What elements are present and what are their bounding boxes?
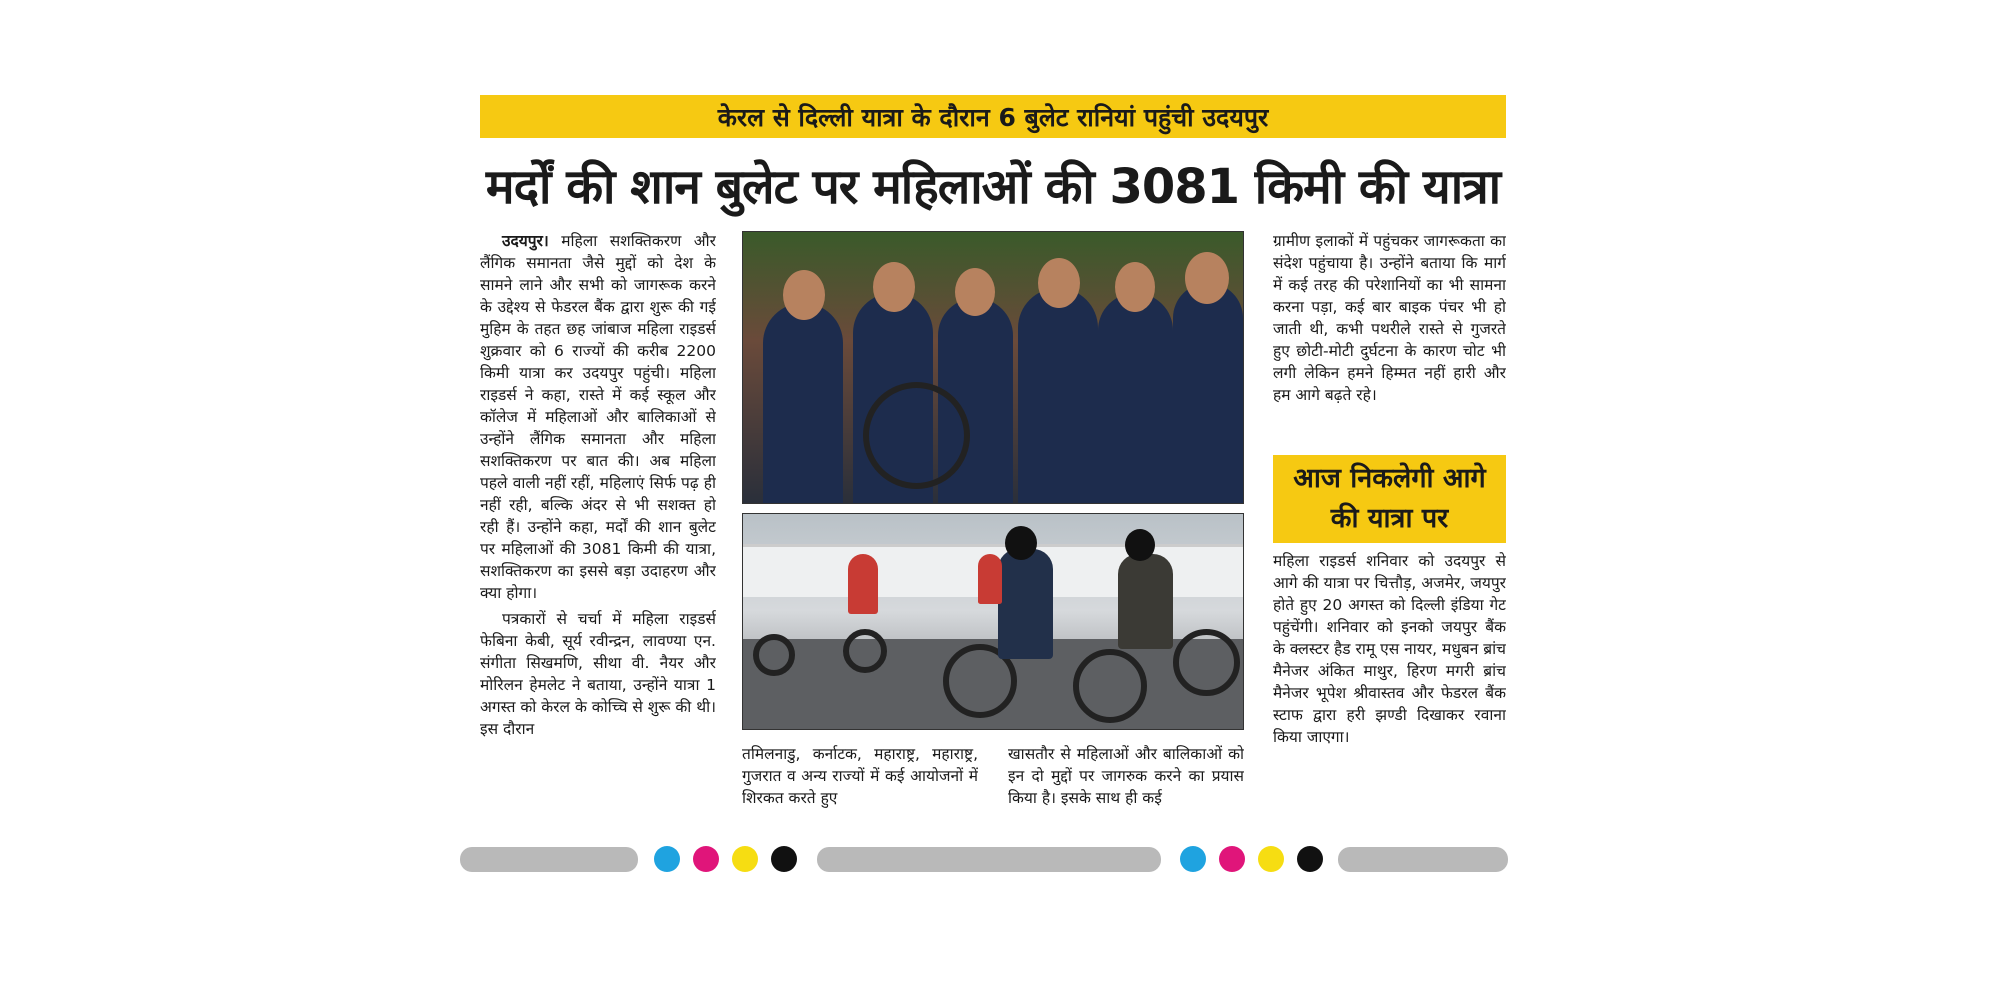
- black-registration-dot: [771, 846, 797, 872]
- newspaper-clipping: [480, 95, 1510, 875]
- registration-bar-segment: [817, 847, 1161, 872]
- subheading-box: [1273, 455, 1506, 543]
- magenta-registration-dot: [1219, 846, 1245, 872]
- rider-figure: [978, 554, 1002, 604]
- subheading-line-1: आज निकलेगी आगे: [1293, 463, 1486, 494]
- article-column-4: [1273, 230, 1506, 440]
- rider-head: [1185, 252, 1229, 304]
- rider-head: [955, 268, 995, 316]
- magenta-registration-dot: [693, 846, 719, 872]
- paragraph-1: महिला सशक्तिकरण और लैंगिक समानता जैसे मुद्दों को देश के सामने लाने और सभी को जागरूक करने के उद्देश्य से फेडरल बैंक द्वारा शुरू की गई मुहिम के तहत छह जांबाज महिला राइडर्स शुक्रवार को 6 राज्यों की करीब 2200 किमी यात्रा कर उदयपुर पहुंची। महिला राइडर्स ने कहा, रास्ते में कई स्कूल और कॉलेज में महिलाओं और बालिकाओं से उन्होंने लैंगिक समानता और महिला सशक्तिकरण पर बात की। अब महिला पहले वाली नहीं रहीं, महिलाएं सिर्फ पढ़ ही नहीं रही, बल्कि अंदर से भी सशक्त हो रही हैं। उन्होंने कहा, मर्दों की शान बुलेट पर महिलाओं की 3081 किमी की यात्रा, सशक्तिकरण का इससे बड़ा उदाहरण और क्या होगा।: [480, 232, 716, 602]
- paragraph-6: महिला राइडर्स शनिवार को उदयपुर से आगे की यात्रा पर चित्तौड़, अजमेर, जयपुर होते हुए 20 अगस्त को दिल्ली इंडिया गेट पहुंचेंगी। शनिवार को इनको जयपुर बैंक के क्लस्टर हैड रामू एस नायर, मधुबन ब्रांच मैनेजर अंकित माथुर, हिरण मगरी ब्रांच मैनेजर भूपेश श्रीवास्तव और फेडरल बैंक स्टाफ द्वारा हरी झण्डी दिखाकर रवाना किया जाएगा।: [1273, 552, 1506, 746]
- rider-figure: [1018, 288, 1098, 503]
- rider-head: [873, 262, 915, 312]
- motorcycle-wheel: [843, 629, 887, 673]
- kicker-text: केरल से दिल्ली यात्रा के दौरान 6 बुलेट रानियां पहुंची उदयपुर: [717, 102, 1269, 132]
- print-color-registration-bar: [480, 842, 1510, 872]
- registration-bar-segment: [460, 847, 638, 872]
- subheading-line-2: की यात्रा पर: [1330, 503, 1449, 534]
- motorcycle-tank: [863, 382, 970, 489]
- rider-figure: [848, 554, 878, 614]
- paragraph-4: खासतौर से महिलाओं और बालिकाओं को इन दो मुद्दों पर जागरुक करने का प्रयास किया है। इसके साथ ही कई: [1008, 745, 1244, 807]
- paragraph-2: पत्रकारों से चर्चा में महिला राइडर्स फेबिना केबी, सूर्य रवीन्द्रन, लावण्या एन. संगीता सिखमणि, सीथा वी. नैयर और मोरिलन हेमलेट ने बताया, उन्होंने यात्रा 1 अगस्त को केरल के कोच्चि से शुरू की थी। इस दौरान: [480, 610, 716, 738]
- rider-head: [1115, 262, 1155, 312]
- article-column-1: [480, 230, 716, 830]
- dateline: उदयपुर।: [502, 232, 549, 250]
- rider-figure: [1118, 554, 1173, 649]
- black-registration-dot: [1297, 846, 1323, 872]
- motorcycle-wheel: [753, 634, 795, 676]
- cyan-registration-dot: [654, 846, 680, 872]
- motorcycle-wheel: [1073, 649, 1147, 723]
- headline: मर्दों की शान बुलेट पर महिलाओं की 3081 किमी की यात्रा: [485, 158, 1501, 215]
- rider-figure: [998, 549, 1053, 659]
- cyan-registration-dot: [1180, 846, 1206, 872]
- article-column-2: [742, 743, 978, 813]
- article-column-3: [1008, 743, 1244, 813]
- photo-riders-on-road: [742, 513, 1244, 730]
- helmet: [1005, 526, 1037, 560]
- paragraph-3: तमिलनाडु, कर्नाटक, महाराष्ट्र, महाराष्ट्र, गुजरात व अन्य राज्यों में कई आयोजनों में शिरकत करते हुए: [742, 745, 978, 807]
- rider-figure: [1098, 293, 1173, 503]
- helmet: [1125, 529, 1155, 561]
- rider-head: [1038, 258, 1080, 308]
- paragraph-5: ग्रामीण इलाकों में पहुंचकर जागरूकता का संदेश पहुंचाया है। उन्होंने बताया कि मार्ग में कई तरह की परेशानियों का भी सामना करना पड़ा, कई बार बाइक पंचर भी हो जाती थी, कभी पथरीले रास्ते से गुजरते हुए छोटी-मोटी दुर्घटना के कारण चोट भी लगी लेकिन हमने हिम्मत नहीं हारी और हम आगे बढ़ते रहे।: [1273, 232, 1506, 404]
- photo-riders-group: [742, 231, 1244, 504]
- rider-figure: [1173, 283, 1243, 503]
- kicker-banner: [480, 95, 1506, 138]
- yellow-registration-dot: [732, 846, 758, 872]
- rider-figure: [763, 303, 843, 503]
- motorcycle-wheel: [1173, 629, 1240, 696]
- yellow-registration-dot: [1258, 846, 1284, 872]
- article-column-5: [1273, 550, 1506, 820]
- rider-head: [783, 270, 825, 320]
- registration-bar-segment: [1338, 847, 1508, 872]
